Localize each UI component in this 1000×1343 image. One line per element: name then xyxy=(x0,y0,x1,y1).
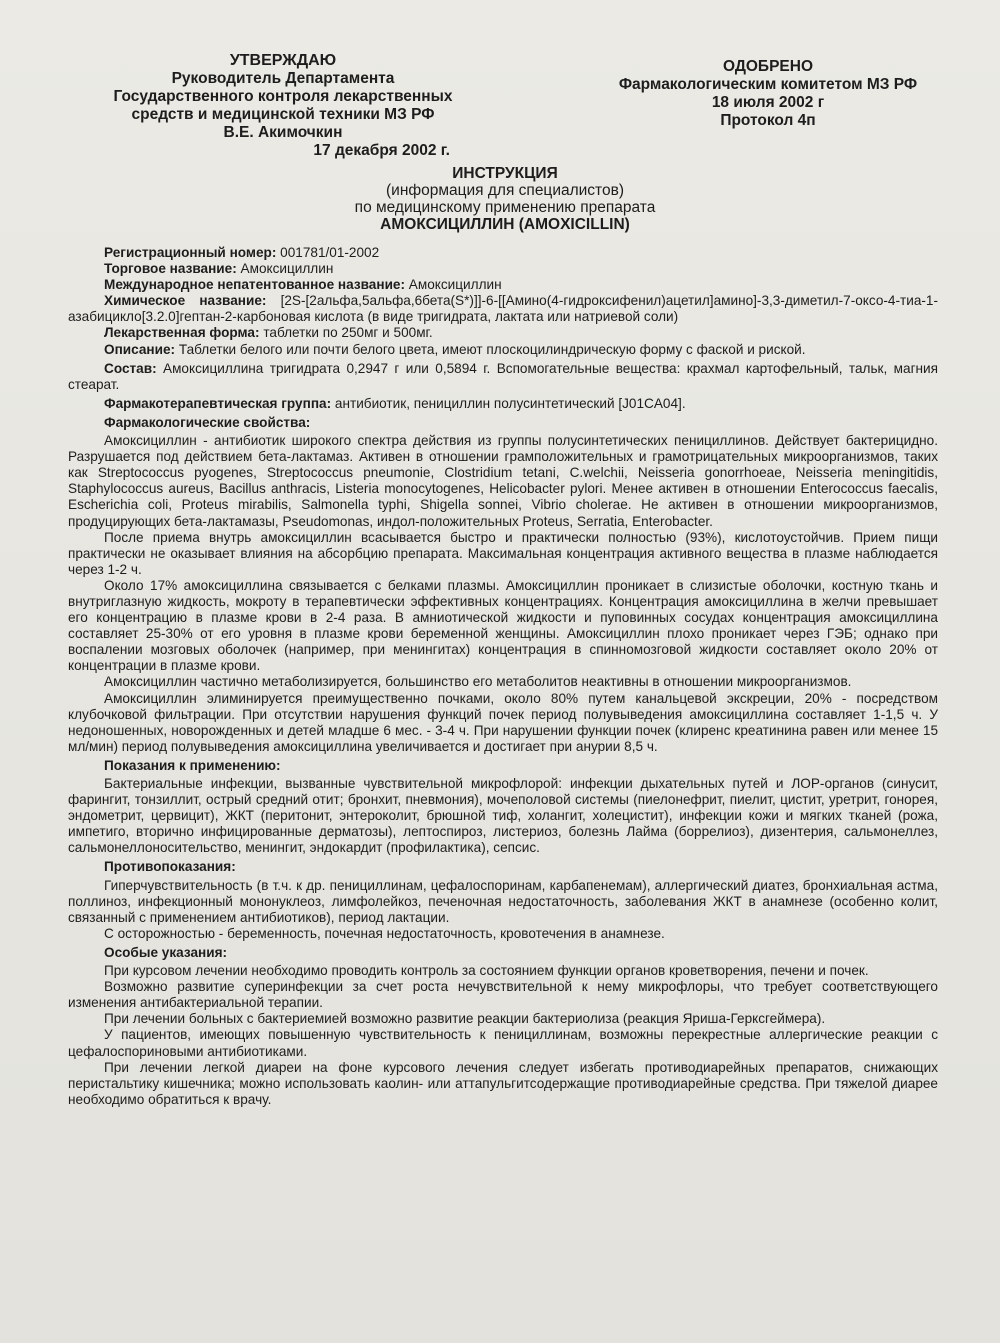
meta-label: Описание: xyxy=(104,341,176,357)
section-heading-contraindications: Противопоказания: xyxy=(104,859,236,875)
approval-right-line: Фармакологическим комитетом МЗ РФ xyxy=(618,76,918,93)
meta-registration xyxy=(68,245,938,261)
meta-value: Таблетки белого или почти белого цвета, имеют плоскоцилиндрическую форму с фаской и риской. xyxy=(178,341,806,357)
meta-label: Лекарственная форма: xyxy=(104,325,260,341)
meta-description xyxy=(68,342,938,358)
paragraph: После приема внутрь амоксициллин всасывается быстро и практически полностью (93%), кислотоустойчив. Прием пищи практически не оказывает влияния на абсорбцию препарата. Максимальная концентрация активного вещества в плазме наблюдается через 1-2 ч. xyxy=(68,529,938,577)
meta-value: антибиотик, пенициллин полусинтетический [J01CA04]. xyxy=(334,395,686,411)
approval-left-line: средств и медицинской техники МЗ РФ xyxy=(131,106,435,123)
paragraph: Амоксициллин - антибиотик широкого спектра действия из группы полусинтетических пенициллинов. Действует бактерицидно. Разрушается под действием бета-лактамаз. Активен в отношении грамположительных и грамотрицательных микроорганизмов, таких как Streptococcus pyogenes, Streptococcus pneumonie, Clostridium tetani, C.welchii, Neisseria gonorrhoeae, Neisseria meningitidis, Staphylococcus aureus, Bacillus anthracis, Listeria monocytogenes, Helicobacter pylori. Менее активен в отношении Enterococcus faecalis, Escherichia coli, Proteus mirabilis, Salmonella typhi, Shigella sonnei, Vibrio cholerae. Не активен в отношении микроорганизмов, продуцирующих бета-лактамазы, Pseudomonas, индол-положительных Proteus, Serratia, Enterobacter. xyxy=(68,433,938,529)
meta-value: Амоксициллин xyxy=(240,261,334,277)
meta-dosage-form xyxy=(68,325,938,341)
paragraph: Около 17% амоксициллина связывается с белками плазмы. Амоксициллин проникает в слизистые оболочки, костную ткань и внутриглазную жидкость, мокроту в терапевтически эффективных концентрациях. Концентрация амоксициллина в желчи превышает его концентрацию в плазме крови в 2-4 раза. В амниотической жидкости и пуповинных сосудах концентрация амоксициллина составляет 25-30% от его уровня в плазме крови беременной женщины. Амоксициллин плохо проникает через ГЭБ; однако при воспалении мозговых оболочек (например, при менингитах) концентрация в спинномозговой жидкости составляет около 20% от концентрации в плазме крови. xyxy=(68,577,938,674)
approval-block-left xyxy=(88,52,478,160)
meta-pharm-group xyxy=(68,396,938,412)
paragraph: При лечении больных с бактериемией возможно развитие реакции бактериолиза (реакция Яриша-Герксгеймера). xyxy=(104,1011,826,1027)
meta-value: [2S-[2альфа,5альфа,6бета(S*)]]-6-[[Амино(4-гидроксифенил)ацетил]амино]-3,3-диметил-7-оксо-4-тиа-1-азабицикло[3.2.0]гептан-2-карбоновая кислота (в виде тригидрата, лактата или натриевой соли) xyxy=(68,293,938,325)
paragraph: С осторожностью - беременность, почечная недостаточность, кровотечения в анамнезе. xyxy=(104,925,665,941)
meta-trade-name xyxy=(68,261,938,277)
paragraph: При лечении легкой диареи на фоне курсового лечения следует избегать противодиарейных препаратов, снижающих перистальтику кишечника; можно использовать каолин- или аттапульгитсодержащие противодиарейные средства. При тяжелой диарее необходимо обратиться к врачу. xyxy=(68,1059,938,1107)
approval-right-heading: ОДОБРЕНО xyxy=(722,58,814,75)
meta-label: Регистрационный номер: xyxy=(104,245,277,260)
meta-label: Химическое название: xyxy=(104,293,267,309)
document-subtitle: (информация для специалистов) xyxy=(386,182,624,199)
document-title-block xyxy=(300,165,710,233)
document-title: ИНСТРУКЦИЯ xyxy=(452,165,558,182)
meta-chemical-name xyxy=(68,293,938,325)
paragraph: У пациентов, имеющих повышенную чувствительность к пенициллинам, возможны перекрестные аллергические реакции с цефалоспориновыми антибиотиками. xyxy=(68,1027,938,1059)
meta-label: Состав: xyxy=(104,360,157,376)
approval-left-heading: УТВЕРЖДАЮ xyxy=(229,52,337,69)
meta-label: Торговое название: xyxy=(104,261,237,277)
paragraph: Амоксициллин элиминируется преимущественно почками, около 80% путем канальцевой экскреции, 20% - посредством клубочковой фильтрации. При отсутствии нарушения функций почек период полувыведения амоксициллина составляет 1-1,5 ч. У недоношенных, новорожденных и детей младше 6 мес. - 3-4 ч. При нарушении функции почек (клиренс креатинина равен или менее 15 мл/мин) период полувыведения амоксициллина увеличивается и достигает при анурии 8,5 ч. xyxy=(68,690,938,754)
approval-left-signatory: В.Е. Акимочкин xyxy=(223,124,343,141)
approval-right-protocol: Протокол 4п xyxy=(720,112,816,129)
meta-value: Амоксициллин xyxy=(408,277,502,293)
paragraph: При курсовом лечении необходимо проводить контроль за состоянием функции органов кроветворения, печени и почек. xyxy=(104,963,869,979)
meta-inn xyxy=(68,277,938,293)
section-heading-special-notes: Особые указания: xyxy=(104,944,228,960)
drug-name: АМОКСИЦИЛЛИН (AMOXICILLIN) xyxy=(380,216,630,233)
paragraph: Возможно развитие суперинфекции за счет роста нечувствительной к нему микрофлоры, что требует соответствующего изменения антибактериальной терапии. xyxy=(68,979,938,1011)
meta-label: Международное непатентованное название: xyxy=(104,277,406,293)
paragraph: Гиперчувствительность (в т.ч. к др. пенициллинам, цефалоспоринам, карбапенемам), аллергический диатез, бронхиальная астма, поллиноз, инфекционный мононуклеоз, лимфолейкоз, печеночная недостаточность, заболевания ЖКТ в анамнезе (особенно колит, связанный с применением антибиотиков), период лактации. xyxy=(68,877,938,925)
approval-right-date: 18 июля 2002 г xyxy=(711,94,825,111)
document-subtitle: по медицинскому применению препарата xyxy=(354,199,656,216)
section-heading-indications: Показания к применению: xyxy=(104,757,281,773)
meta-value: 001781/01-2002 xyxy=(280,245,380,260)
approval-block-right xyxy=(588,58,948,130)
meta-composition xyxy=(68,361,938,393)
approval-left-line: Руководитель Департамента xyxy=(171,70,395,87)
approval-left-date: 17 декабря 2002 г. xyxy=(313,142,450,159)
paragraph: Амоксициллин частично метаболизируется, большинство его метаболитов неактивны в отношении микроорганизмов. xyxy=(104,674,852,690)
meta-label: Фармакотерапевтическая группа: xyxy=(104,395,332,411)
meta-value: таблетки по 250мг и 500мг. xyxy=(263,325,433,341)
approval-left-line: Государственного контроля лекарственных xyxy=(113,88,453,105)
document-body xyxy=(68,245,938,1108)
meta-value: Амоксициллина тригидрата 0,2947 г или 0,5894 г. Вспомогательные вещества: крахмал картофельный, тальк, магния стеарат. xyxy=(68,360,938,392)
section-heading-pharmacology: Фармакологические свойства: xyxy=(104,414,311,430)
paragraph: Бактериальные инфекции, вызванные чувствительной микрофлорой: инфекции дыхательных путей и ЛОР-органов (синусит, фарингит, тонзиллит, острый средний отит; бронхит, пневмония), мочеполовой системы (пиелонефрит, пиелит, цистит, уретрит, гонорея, эндометрит, цервицит), ЖКТ (перитонит, энтероколит, брюшной тиф, холангит, холецистит), инфекции кожи и мягких тканей (рожа, импетиго, вторично инфицированные дерматозы), лептоспироз, листериоз, болезнь Лайма (боррелиоз), дизентерия, сальмонеллез, сальмонеллоносительство, менингит, эндокардит (профилактика), сепсис. xyxy=(68,776,938,856)
